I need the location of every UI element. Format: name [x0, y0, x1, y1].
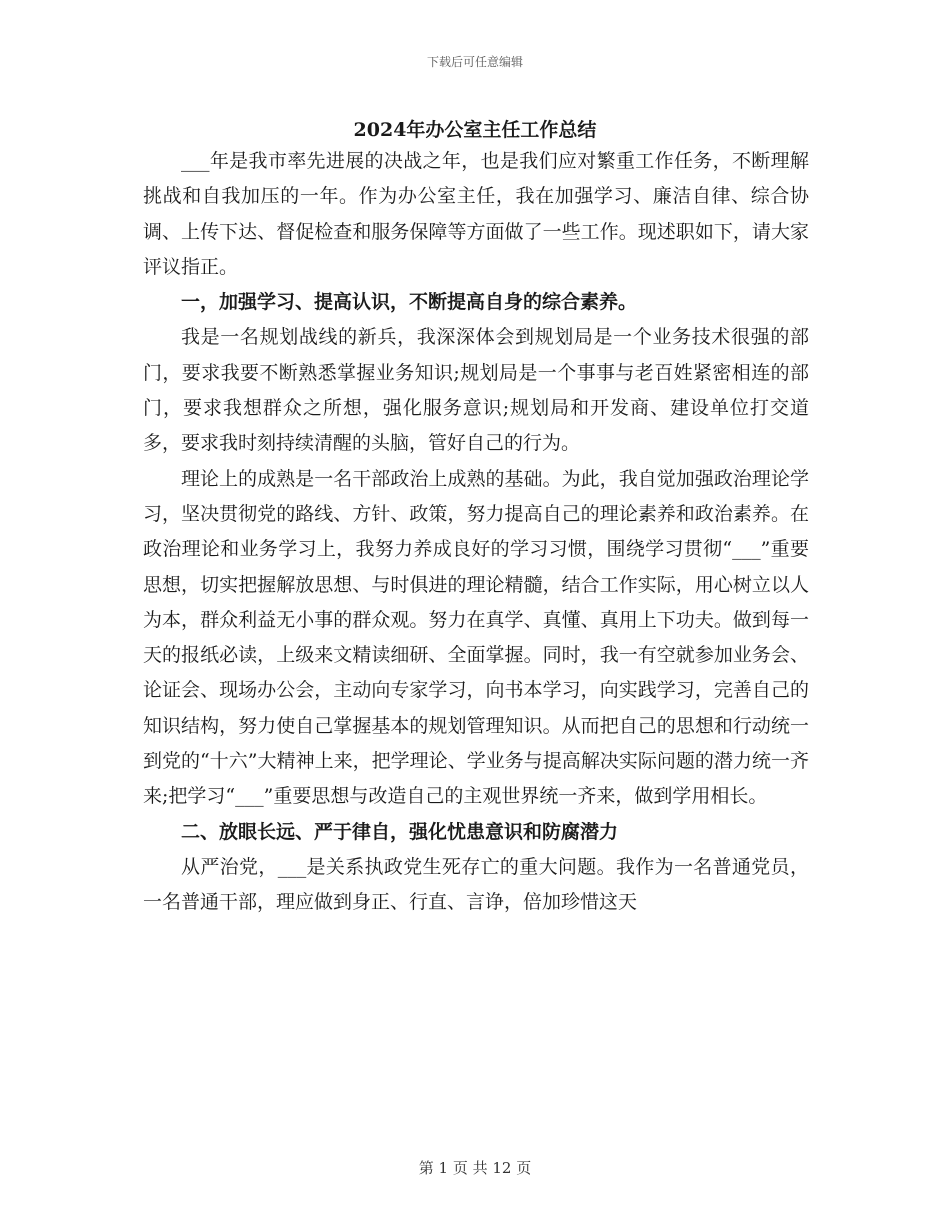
document-title: 2024年办公室主任工作总结	[353, 119, 597, 141]
page-number: 第 1 页 共 12 页	[418, 1159, 532, 1177]
paragraph-body: 理论上的成熟是一名干部政治上成熟的基础。为此，我自觉加强政治理论学习，坚决贯彻党的路线、方针、政策，努力提高自己的理论素养和政治素养。在政治理论和业务学习上，我努力养成良好的学习习惯，围绕学习贯彻“___”重要思想，切实把握解放思想、与时俱进的理论精髓，结合工作实际，用心树立以人为本，群众利益无小事的群众观。努力在真学、真懂、真用上下功夫。做到每一天的报纸必读，上级来文精读细研、全面掌握。同时，我一有空就参加业务会、论证会、现场办公会，主动向专家学习，向书本学习，向实践学习，完善自己的知识结构，努力使自己掌握基本的规划管理知识。从而把自己的思想和行动统一到党的“十六”大精神上来，把学理论、学业务与提高解决实际问题的潜力统一齐来;把学习“___”重要思想与改造自己的主观世界统一齐来，做到学用相长。	[143, 467, 809, 808]
paragraph-body: 从严治党，___是关系执政党生死存亡的重大问题。我作为一名普通党员，一名普通干部，理应做到身正、行直、言诤，倍加珍惜这天	[143, 855, 809, 914]
paragraph-intro: ___年是我市率先进展的决战之年，也是我们应对繁重工作任务，不断理解挑战和自我加压的一年。作为办公室主任，我在加强学习、廉洁自律、综合协调、上传下达、督促检查和服务保障等方面做了一些工作。现述职如下，请大家评议指正。	[143, 150, 809, 278]
section-heading-2: 二、放眼长远、严于律自，强化忧患意识和防腐潜力	[181, 820, 619, 843]
document-body	[143, 144, 809, 921]
page-header-note: 下载后可任意编辑	[426, 55, 523, 69]
section-heading-1: 一，加强学习、提高认识，不断提高自身的综合素养。	[181, 291, 638, 314]
paragraph-body: 我是一名规划战线的新兵，我深深体会到规划局是一个业务技术很强的部门，要求我要不断熟悉掌握业务知识;规划局是一个事事与老百姓紧密相连的部门，要求我想群众之所想，强化服务意识;规划局和开发商、建设单位打交道多，要求我时刻持续清醒的头脑，管好自己的行为。	[143, 326, 809, 455]
